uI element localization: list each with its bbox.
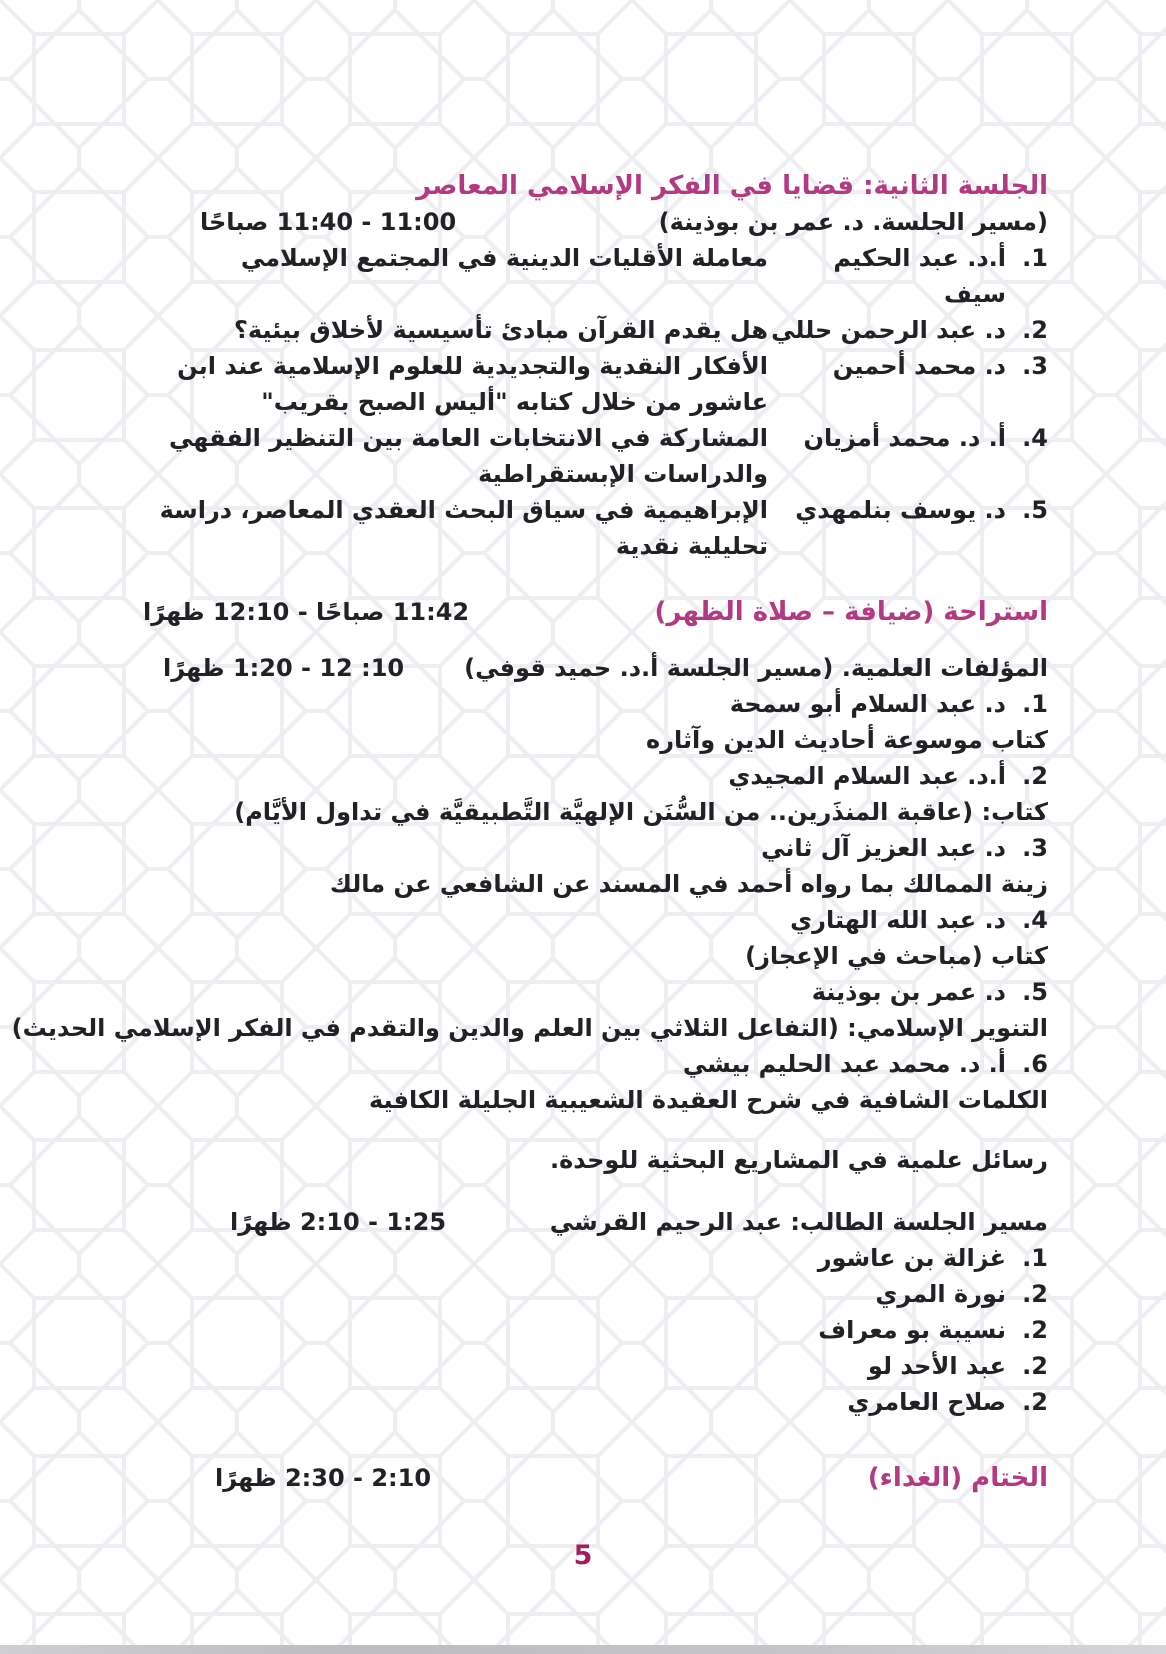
item-number: 2. (1022, 1280, 1048, 1308)
student-session-title: مسير الجلسة الطالب: عبد الرحيم القرشي (549, 1208, 1048, 1236)
item-number: 6. (1022, 1050, 1048, 1078)
publication-author-row (135, 974, 1048, 1010)
student-row (135, 1312, 1048, 1348)
item-number: 2. (1022, 1316, 1048, 1344)
publication-work: كتاب موسوعة أحاديث الدين وآثاره (646, 726, 1048, 754)
break-row (135, 594, 1048, 630)
session2-item (135, 420, 1048, 492)
item-number: 2. (1022, 762, 1048, 790)
publication-work: التنوير الإسلامي: (التفاعل الثلاثي بين العلم والدين والتقدم في الفكر الإسلامي الحديث) (11, 1014, 1048, 1042)
publication-author-row (135, 686, 1048, 722)
item-number: 4. (1022, 424, 1048, 452)
student-name: نورة المري (875, 1280, 1006, 1308)
publications-list (11, 686, 1048, 1118)
speaker-name: د. عبد الرحمن حللي (771, 316, 1006, 344)
speaker-name: أ. د. محمد أمزيان (803, 424, 1006, 452)
session2-list (135, 240, 1048, 564)
author-name: أ. د. محمد عبد الحليم بيشي (682, 1050, 1006, 1078)
item-number: 4. (1022, 906, 1048, 934)
student-row (135, 1384, 1048, 1420)
author-name: د. عمر بن بوذينة (811, 978, 1006, 1006)
publications-time: 10: 12 - 1:20 ظهرًا (163, 654, 405, 682)
paper-topic: هل يقدم القرآن مبادئ تأسيسية لأخلاق بيئية؟ (234, 316, 768, 344)
student-row (135, 1240, 1048, 1276)
session2-item (135, 312, 1048, 348)
publication-author-row (135, 1046, 1048, 1082)
speaker-name: د. محمد أحمين (832, 352, 1006, 380)
author-name: أ.د. عبد السلام المجيدي (728, 762, 1006, 790)
student-name: عبد الأحد لو (867, 1352, 1006, 1380)
session2-item (135, 348, 1048, 420)
theses-note: رسائل علمية في المشاريع البحثية للوحدة. (549, 1146, 1048, 1174)
session2-item (135, 492, 1048, 564)
student-name: نسيبة بو معراف (818, 1316, 1006, 1344)
session2-item (135, 240, 1048, 312)
student-row (135, 1276, 1048, 1312)
speaker-name: د. يوسف بنلمهدي (795, 496, 1006, 524)
paper-topic: المشاركة في الانتخابات العامة بين التنظير الفقهي والدراسات الإبستقراطية (168, 424, 768, 488)
student-name: صلاح العامري (847, 1388, 1006, 1416)
program-content (11, 0, 1048, 1496)
author-name: د. عبد العزيز آل ثاني (761, 834, 1006, 862)
student-row (135, 1348, 1048, 1384)
break-time: 11:42 صباحًا - 12:10 ظهرًا (143, 598, 470, 626)
student-session-header-row (135, 1204, 1048, 1240)
student-name: غزالة بن عاشور (817, 1244, 1006, 1272)
publication-work: كتاب: (عاقبة المنذَرين.. من السُّنَن الإلهيَّة التَّطبيقيَّة في تداول الأيَّام) (234, 798, 1048, 826)
item-number: 1. (1022, 690, 1048, 718)
item-number: 2. (1022, 1352, 1048, 1380)
paper-topic: الإبراهيمية في سياق البحث العقدي المعاصر، دراسة تحليلية نقدية (159, 496, 768, 560)
publications-header-row (135, 650, 1048, 686)
paper-topic: الأفكار النقدية والتجديدية للعلوم الإسلامية عند ابن عاشور من خلال كتابه "أليس الصبح بقريب" (177, 352, 768, 416)
session2-moderator-row (135, 204, 1048, 240)
publications-title: المؤلفات العلمية. (مسير الجلسة أ.د. حميد قوفي) (464, 654, 1048, 682)
item-number: 1. (1022, 1244, 1048, 1272)
item-number: 1. (1022, 244, 1048, 272)
student-session-time: 1:25 - 2:10 ظهرًا (230, 1208, 447, 1236)
publication-work: الكلمات الشافية في شرح العقيدة الشعيبية الجليلة الكافية (368, 1086, 1048, 1114)
session2-time: 11:00 - 11:40 صباحًا (200, 208, 457, 236)
page-edge-strip (0, 1645, 1166, 1654)
item-number: 3. (1022, 352, 1048, 380)
author-name: د. عبد الله الهتاري (790, 906, 1006, 934)
item-number: 5. (1022, 496, 1048, 524)
item-number: 2. (1022, 1388, 1048, 1416)
author-name: د. عبد السلام أبو سمحة (729, 690, 1006, 718)
closing-time: 2:10 - 2:30 ظهرًا (215, 1464, 432, 1492)
closing-title: الختام (الغداء) (867, 1463, 1048, 1493)
publication-work: كتاب (مباحث في الإعجاز) (745, 942, 1048, 970)
closing-row (135, 1460, 1048, 1496)
student-list (135, 1240, 1048, 1420)
publication-author-row (135, 830, 1048, 866)
item-number: 5. (1022, 978, 1048, 1006)
item-number: 3. (1022, 834, 1048, 862)
paper-topic: معاملة الأقليات الدينية في المجتمع الإسلامي (240, 244, 768, 272)
speaker-name: أ.د. عبد الحكيم سيف (833, 244, 1006, 308)
session2-moderator: (مسير الجلسة. د. عمر بن بوذينة) (658, 208, 1048, 236)
item-number: 2. (1022, 316, 1048, 344)
publication-author-row (135, 758, 1048, 794)
page-number: 5 (573, 1540, 593, 1571)
publication-author-row (135, 902, 1048, 938)
publication-work: زينة الممالك بما رواه أحمد في المسند عن الشافعي عن مالك (329, 870, 1048, 898)
session2-title: الجلسة الثانية: قضايا في الفكر الإسلامي المعاصر (416, 171, 1048, 201)
break-title: استراحة (ضيافة – صلاة الظهر) (654, 597, 1048, 627)
